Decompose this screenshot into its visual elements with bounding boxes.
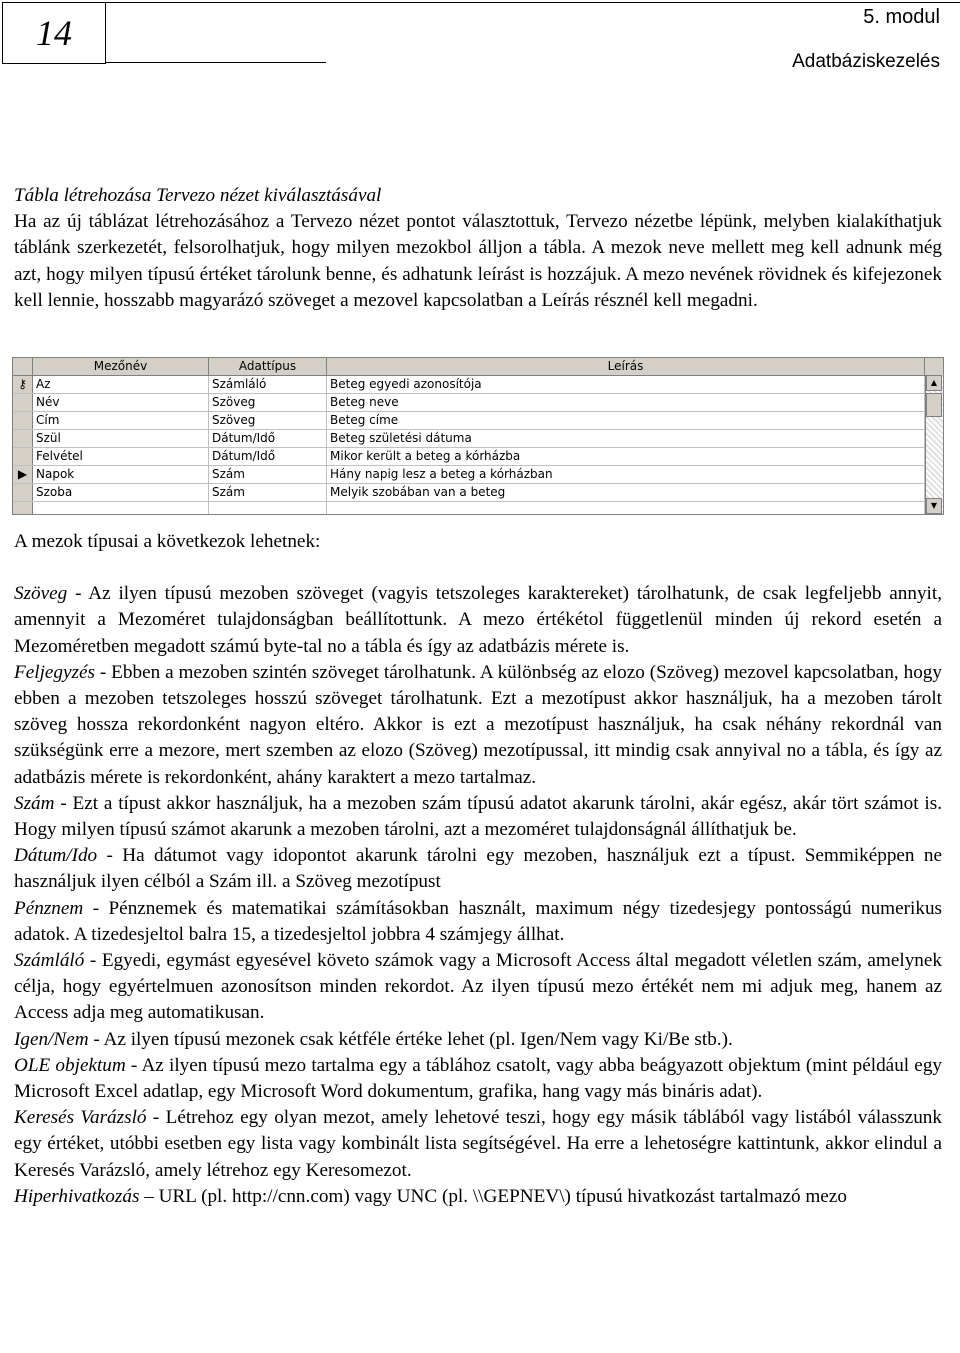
page-number: 14 xyxy=(36,13,72,53)
section-title: Adatbáziskezelés xyxy=(792,51,940,72)
field-name-cell[interactable] xyxy=(33,502,209,515)
row-selector[interactable] xyxy=(13,484,33,501)
type-entry xyxy=(14,843,942,895)
type-description: - Az ilyen típusú mezonek csak kétféle értéke lehet (pl. Igen/Nem vagy Ki/Be stb.). xyxy=(88,1028,733,1050)
table-row[interactable] xyxy=(13,412,943,430)
field-name-cell[interactable]: Felvétel xyxy=(33,448,209,465)
type-term: Szöveg xyxy=(14,583,68,605)
table-row[interactable] xyxy=(13,502,943,515)
type-description: - Létrehoz egy olyan mezot, amely lehetové teszi, hogy egy másik táblából vagy listából válasszunk egy értéket, utóbbi esetben egy lista vagy kombinált lista segítségével. Ha erre a lehetoségre kattintunk, akkor elindul a Keresés Varázsló, amely létrehoz egy Keresomezot. xyxy=(14,1107,942,1181)
row-selector[interactable] xyxy=(13,394,33,411)
row-selector[interactable] xyxy=(13,430,33,447)
grid-header xyxy=(13,358,943,376)
header-field-name: Mezőnév xyxy=(33,358,209,375)
type-entry xyxy=(14,581,942,660)
vertical-scrollbar[interactable] xyxy=(925,375,943,514)
type-term: Pénznem xyxy=(14,897,84,919)
type-description: - Ebben a mezoben szintén szöveget tárolhatunk. A különbség az elozo (Szöveg) mezovel kapcsolatban, hogy ebben a mezoben tetszoleges hosszú szöveget tárolhatunk. Ezt a mezotípust akkor használjuk, ha a mezoben tárolt szöveg hossza rekordonként nagyon eltéro. Akkor is ezt a mezotípust használjuk, ha csak néhány rekordnál van szükségünk erre a mezore, mert szemben az elozo (Szöveg) mezotípussal, itt mindig csak annyival no a tábla, és így az adatbázis mérete is rekordonként, ahány karaktert a mezo tartalmaz. xyxy=(14,661,942,788)
data-type-cell[interactable]: Dátum/Idő xyxy=(209,430,327,447)
types-intro: A mezok típusai a következok lehetnek: xyxy=(14,531,321,552)
data-type-cell[interactable]: Szöveg xyxy=(209,412,327,429)
type-entry xyxy=(14,1184,942,1210)
table-row[interactable] xyxy=(13,430,943,448)
type-description: - Pénznemek és matematikai számításokban használt, maximum négy tizedesjegy pontosságú numerikus adatok. A tizedesjeltol balra 15, a tizedesjeltol jobbra 4 számjegy állhat. xyxy=(14,897,942,945)
header-selector xyxy=(13,358,33,375)
table-row[interactable] xyxy=(13,376,943,394)
row-selector[interactable] xyxy=(13,448,33,465)
type-description: – URL (pl. http://cnn.com) vagy UNC (pl. \\GEPNEV\) típusú hivatkozást tartalmazó mezo xyxy=(139,1185,847,1207)
field-name-cell[interactable]: Név xyxy=(33,394,209,411)
description-cell[interactable]: Beteg címe xyxy=(327,412,925,429)
type-entry xyxy=(14,1053,942,1105)
table-row[interactable] xyxy=(13,484,943,502)
intro-paragraph: Ha az új táblázat létrehozásához a Tervezo nézet pontot választottuk, Tervezo nézetbe lépünk, melyben kialakíthatjuk táblánk szerkezetét, felsorolhatjuk, hogy milyen mezokbol álljon a tábla. A mezok neve mellett meg kell adnunk még azt, hogy milyen típusú értéket tárolunk benne, és adhatunk leírást is hozzájuk. A mezo nevének rövidnek és kifejezonek kell lennie, hosszabb magyarázó szöveget a mezovel kapcsolatban a Leírás résznél kell megadni. xyxy=(14,211,942,311)
type-entry xyxy=(14,1105,942,1184)
table-row[interactable] xyxy=(13,466,943,484)
type-term: OLE objektum xyxy=(14,1054,126,1076)
data-type-cell[interactable]: Dátum/Idő xyxy=(209,448,327,465)
type-description: - Egyedi, egymást egyesével követo számok vagy a Microsoft Access által megadott véletlen szám, amelynek célja, hogy egyértelmuen azonosítson minden rekordot. Az ilyen típusú mezo értékét nem mi adjuk meg, hanem az Access adja meg automatikusan. xyxy=(14,950,942,1024)
description-cell[interactable]: Beteg születési dátuma xyxy=(327,430,925,447)
type-term: Hiperhivatkozás xyxy=(14,1185,140,1207)
data-type-cell[interactable]: Számláló xyxy=(209,376,327,393)
type-entry xyxy=(14,1027,942,1053)
type-term: Feljegyzés xyxy=(14,661,95,683)
field-name-cell[interactable]: Szül xyxy=(33,430,209,447)
type-description: - Az ilyen típusú mezoben szöveget (vagyis tetszoleges karaktereket) tárolhatunk, de csak legfeljebb annyit, amennyit a Mezoméret tulajdonságban beállítottunk. A mezo értékétol függetlenül minden új rekord esetén a Mezoméretben megadott számú byte-tal no a tábla és így az adatbázis mérete is. xyxy=(14,583,942,657)
intro-section xyxy=(14,183,942,314)
header-rule xyxy=(106,2,960,3)
primary-key-icon[interactable]: ⚷ xyxy=(13,376,33,393)
type-term: Számláló xyxy=(14,950,85,972)
data-type-cell[interactable]: Szám xyxy=(209,466,327,483)
type-term: Igen/Nem xyxy=(14,1028,89,1050)
module-title: 5. modul xyxy=(863,6,940,28)
data-type-cell[interactable]: Szám xyxy=(209,484,327,501)
header-description: Leírás xyxy=(327,358,925,375)
description-cell[interactable]: Hány napig lesz a beteg a kórházban xyxy=(327,466,925,483)
types-section xyxy=(14,529,942,1210)
type-description: - Az ilyen típusú mezo tartalma egy a táblához csatolt, vagy abba beágyazott objektum (mint például egy Microsoft Excel adatlap, egy Microsoft Word dokumentum, grafika, hang vagy más bináris adat). xyxy=(14,1054,943,1103)
header-data-type: Adattípus xyxy=(209,358,327,375)
field-name-cell[interactable]: Az xyxy=(33,376,209,393)
row-selector[interactable] xyxy=(13,502,33,515)
types-list xyxy=(14,581,942,1210)
description-cell[interactable]: Beteg egyedi azonosítója xyxy=(327,376,925,393)
type-entry xyxy=(14,660,942,791)
type-entry xyxy=(14,791,942,843)
field-name-cell[interactable]: Napok xyxy=(33,466,209,483)
type-description: - Ezt a típust akkor használjuk, ha a mezoben szám típusú adatot akarunk tárolni, akár egész, akár tört számot is. Hogy milyen típusú számot akarunk a mezoben tárolni, azt a mezoméret tulajdonságnál állíthatjuk be. xyxy=(14,792,942,841)
current-row-arrow-icon[interactable]: ▶ xyxy=(13,466,33,483)
field-name-cell[interactable]: Cím xyxy=(33,412,209,429)
grid-rows xyxy=(13,376,943,515)
type-term: Szám xyxy=(14,792,55,814)
type-entry xyxy=(14,896,942,948)
description-cell[interactable] xyxy=(327,502,925,515)
data-type-cell[interactable] xyxy=(209,502,327,515)
scroll-down-icon[interactable]: ▼ xyxy=(926,498,942,514)
field-name-cell[interactable]: Szoba xyxy=(33,484,209,501)
data-type-cell[interactable]: Szöveg xyxy=(209,394,327,411)
row-selector[interactable] xyxy=(13,412,33,429)
description-cell[interactable]: Beteg neve xyxy=(327,394,925,411)
type-description: - Ha dátumot vagy idopontot akarunk tárolni egy mezoben, használjuk ezt a típust. Semmiképpen ne használjuk ilyen célból a Szám ill. a Szöveg mezotípust xyxy=(14,845,942,893)
scroll-up-icon[interactable]: ▲ xyxy=(926,375,942,391)
description-cell[interactable]: Mikor került a beteg a kórházba xyxy=(327,448,925,465)
table-row[interactable] xyxy=(13,448,943,466)
table-design-grid[interactable] xyxy=(12,357,944,515)
scroll-thumb[interactable] xyxy=(926,393,942,417)
type-term: Dátum/Ido xyxy=(14,845,98,867)
type-entry xyxy=(14,948,942,1027)
header-rule-lower xyxy=(106,62,326,63)
page-number-box xyxy=(2,2,106,64)
intro-heading: Tábla létrehozása Tervezo nézet kiválasztásával xyxy=(14,185,382,206)
type-term: Keresés Varázsló xyxy=(14,1107,147,1129)
table-row[interactable] xyxy=(13,394,943,412)
description-cell[interactable]: Melyik szobában van a beteg xyxy=(327,484,925,501)
